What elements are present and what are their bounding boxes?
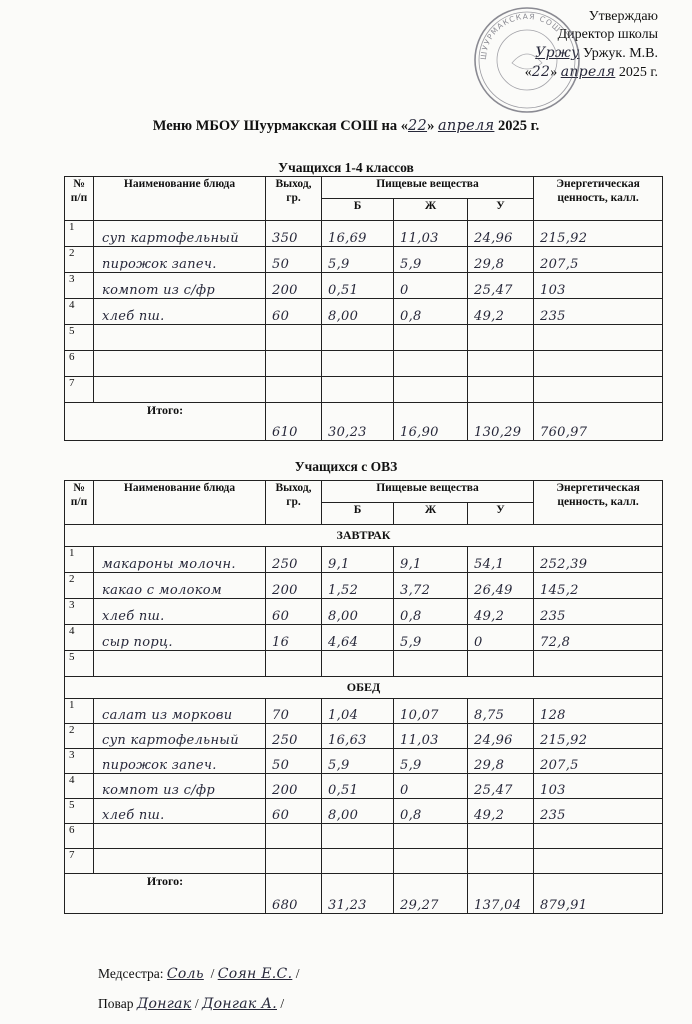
value-u: 26,49 xyxy=(474,583,513,598)
cell-zh xyxy=(394,221,468,247)
cell-energy xyxy=(534,699,663,724)
header-energy: Энергетическая ценность, калл. xyxy=(534,177,663,221)
row-number: 3 xyxy=(65,273,94,299)
value-b: 0,51 xyxy=(328,783,359,798)
cell-energy xyxy=(534,573,663,599)
table1-caption: Учащихся 1-4 классов xyxy=(278,160,414,175)
header-zh: Ж xyxy=(394,199,468,221)
value-zh: 11,03 xyxy=(400,733,439,748)
table-row xyxy=(65,799,663,824)
table-row xyxy=(65,351,663,377)
page-title xyxy=(0,118,692,135)
cell-yield xyxy=(266,824,322,849)
cell-name xyxy=(94,325,266,351)
value-zh: 9,1 xyxy=(400,557,422,572)
cell-energy xyxy=(534,273,663,299)
director-label: Директор школы xyxy=(557,27,658,42)
cell-yield xyxy=(266,221,322,247)
table-row xyxy=(65,699,663,724)
cell-yield xyxy=(266,749,322,774)
value-yield: 60 xyxy=(272,609,290,624)
total-energy: 879,91 xyxy=(540,898,588,913)
value-yield: 200 xyxy=(272,283,298,298)
header-name: Наименование блюда xyxy=(94,481,266,525)
cell-name xyxy=(94,651,266,677)
cell-b xyxy=(322,599,394,625)
table-row xyxy=(65,599,663,625)
menu-table-grades-1-4 xyxy=(64,176,663,441)
cell-energy xyxy=(534,651,663,677)
value-b: 8,00 xyxy=(328,309,359,324)
cell-u xyxy=(468,699,534,724)
dish-name: хлеб пш. xyxy=(102,808,165,823)
cell-b xyxy=(322,849,394,874)
approval-label: Утверждаю xyxy=(588,9,658,24)
value-energy: 215,92 xyxy=(540,231,588,246)
cell-zh xyxy=(394,599,468,625)
cell-name xyxy=(94,749,266,774)
cell-b xyxy=(322,774,394,799)
header-num: № п/п xyxy=(65,481,94,525)
cell-zh xyxy=(394,299,468,325)
table-row xyxy=(65,299,663,325)
value-energy: 235 xyxy=(540,309,566,324)
dish-name: пирожок запеч. xyxy=(102,257,217,272)
header-yield: Выход, гр. xyxy=(266,481,322,525)
cell-u xyxy=(468,221,534,247)
cell-b xyxy=(322,247,394,273)
row-number: 3 xyxy=(65,749,94,774)
row-number: 1 xyxy=(65,221,94,247)
row-number: 7 xyxy=(65,377,94,403)
cell-yield xyxy=(266,651,322,677)
cell-b xyxy=(322,299,394,325)
value-zh: 5,9 xyxy=(400,635,422,650)
value-energy: 235 xyxy=(540,808,566,823)
value-u: 29,8 xyxy=(474,257,505,272)
director-signature: Уржу xyxy=(535,45,580,61)
total-label: Итого: xyxy=(65,874,266,914)
total-b: 31,23 xyxy=(328,898,367,913)
cell-u xyxy=(468,325,534,351)
table-row xyxy=(65,824,663,849)
cell-energy xyxy=(534,221,663,247)
value-energy: 72,8 xyxy=(540,635,571,650)
cell-yield xyxy=(266,247,322,273)
cell-zh xyxy=(394,547,468,573)
value-zh: 0 xyxy=(400,783,409,798)
cell-energy xyxy=(534,824,663,849)
cell-b xyxy=(322,377,394,403)
section-breakfast: ЗАВТРАК xyxy=(65,525,663,547)
row-number: 2 xyxy=(65,573,94,599)
value-yield: 350 xyxy=(272,231,298,246)
table-row xyxy=(65,221,663,247)
cell-energy xyxy=(534,247,663,273)
cell-yield xyxy=(266,377,322,403)
table-row xyxy=(65,247,663,273)
value-energy: 145,2 xyxy=(540,583,579,598)
table-row xyxy=(65,724,663,749)
header-b: Б xyxy=(322,503,394,525)
value-yield: 60 xyxy=(272,309,290,324)
cell-energy xyxy=(534,749,663,774)
header-b: Б xyxy=(322,199,394,221)
cell-energy xyxy=(534,351,663,377)
header-zh: Ж xyxy=(394,503,468,525)
value-b: 5,9 xyxy=(328,758,350,773)
value-b: 9,1 xyxy=(328,557,350,572)
cell-u xyxy=(468,651,534,677)
cell-energy xyxy=(534,849,663,874)
value-u: 25,47 xyxy=(474,783,513,798)
cell-name xyxy=(94,573,266,599)
cell-name xyxy=(94,247,266,273)
cell-b xyxy=(322,799,394,824)
value-energy: 252,39 xyxy=(540,557,588,572)
cell-yield xyxy=(266,599,322,625)
header-nutrients: Пищевые вещества xyxy=(322,177,534,199)
dish-name: салат из моркови xyxy=(102,708,233,723)
value-b: 1,52 xyxy=(328,583,359,598)
row-number: 5 xyxy=(65,651,94,677)
cell-u xyxy=(468,799,534,824)
svg-text:ШУУРМАКСКАЯ СОШ xyxy=(479,12,563,60)
dish-name: хлеб пш. xyxy=(102,309,165,324)
cell-energy xyxy=(534,599,663,625)
title-day: 22 xyxy=(408,118,428,134)
header-energy: Энергетическая ценность, калл. xyxy=(534,481,663,525)
school-seal-stamp xyxy=(472,5,582,115)
value-b: 1,04 xyxy=(328,708,359,723)
title-prefix: Меню МБОУ Шуурмакская СОШ на « xyxy=(152,118,408,134)
cell-zh xyxy=(394,799,468,824)
cell-name xyxy=(94,625,266,651)
cell-b xyxy=(322,351,394,377)
cell-energy xyxy=(534,724,663,749)
cell-name xyxy=(94,824,266,849)
dish-name: компот из с/фр xyxy=(102,783,215,798)
value-zh: 0,8 xyxy=(400,609,422,624)
total-u: 137,04 xyxy=(474,898,522,913)
dish-name: пирожок запеч. xyxy=(102,758,217,773)
cell-name xyxy=(94,547,266,573)
value-yield: 70 xyxy=(272,708,290,723)
value-b: 4,64 xyxy=(328,635,359,650)
cell-u xyxy=(468,573,534,599)
dish-name: сыр порц. xyxy=(102,635,173,650)
cell-yield xyxy=(266,699,322,724)
row-number: 4 xyxy=(65,299,94,325)
total-energy: 760,97 xyxy=(540,425,588,440)
row-number: 4 xyxy=(65,774,94,799)
dish-name: макароны молочн. xyxy=(102,557,236,572)
cell-zh xyxy=(394,625,468,651)
approval-year: 2025 г. xyxy=(618,65,658,80)
table-row xyxy=(65,774,663,799)
cook-name: Донгак А. xyxy=(201,996,277,1012)
cell-yield xyxy=(266,351,322,377)
cell-u xyxy=(468,749,534,774)
cell-b xyxy=(322,325,394,351)
cook-signature: Донгак xyxy=(136,996,192,1012)
cell-name xyxy=(94,299,266,325)
table-row xyxy=(65,325,663,351)
table-row xyxy=(65,749,663,774)
cell-name xyxy=(94,699,266,724)
cell-name xyxy=(94,273,266,299)
cell-yield xyxy=(266,625,322,651)
cell-zh xyxy=(394,351,468,377)
cell-energy xyxy=(534,547,663,573)
row-number: 6 xyxy=(65,824,94,849)
nurse-label: Медсестра: xyxy=(98,966,164,981)
cell-zh xyxy=(394,699,468,724)
value-zh: 10,07 xyxy=(400,708,439,723)
cell-zh xyxy=(394,774,468,799)
cell-zh xyxy=(394,749,468,774)
cell-zh xyxy=(394,325,468,351)
cell-u xyxy=(468,724,534,749)
value-energy: 235 xyxy=(540,609,566,624)
header-nutrients: Пищевые вещества xyxy=(322,481,534,503)
nurse-name: Соян Е.С. xyxy=(217,966,293,982)
approval-month: апреля xyxy=(560,64,616,80)
cell-zh xyxy=(394,273,468,299)
dish-name: компот из с/фр xyxy=(102,283,215,298)
cell-b xyxy=(322,625,394,651)
cell-energy xyxy=(534,625,663,651)
cell-yield xyxy=(266,799,322,824)
value-energy: 128 xyxy=(540,708,566,723)
row-number: 5 xyxy=(65,799,94,824)
table-row xyxy=(65,651,663,677)
cell-name xyxy=(94,774,266,799)
value-b: 0,51 xyxy=(328,283,359,298)
value-b: 8,00 xyxy=(328,609,359,624)
cell-u xyxy=(468,377,534,403)
cell-energy xyxy=(534,299,663,325)
value-energy: 207,5 xyxy=(540,758,579,773)
row-number: 2 xyxy=(65,724,94,749)
dish-name: какао с молоком xyxy=(102,583,222,598)
cell-b xyxy=(322,573,394,599)
cell-u xyxy=(468,547,534,573)
value-yield: 250 xyxy=(272,557,298,572)
dish-name: суп картофельный xyxy=(102,231,239,246)
cell-yield xyxy=(266,299,322,325)
cell-u xyxy=(468,599,534,625)
cell-yield xyxy=(266,547,322,573)
row-number: 1 xyxy=(65,699,94,724)
cell-name xyxy=(94,221,266,247)
total-label: Итого: xyxy=(65,403,266,441)
value-b: 5,9 xyxy=(328,257,350,272)
dish-name: суп картофельный xyxy=(102,733,239,748)
table-row xyxy=(65,573,663,599)
value-u: 0 xyxy=(474,635,483,650)
cell-u xyxy=(468,625,534,651)
total-zh: 29,27 xyxy=(400,898,439,913)
value-yield: 60 xyxy=(272,808,290,823)
cell-b xyxy=(322,547,394,573)
cell-zh xyxy=(394,651,468,677)
section-lunch: ОБЕД xyxy=(65,677,663,699)
cell-u xyxy=(468,247,534,273)
value-b: 16,63 xyxy=(328,733,367,748)
cell-energy xyxy=(534,774,663,799)
table2-total-row xyxy=(65,874,663,914)
value-zh: 0,8 xyxy=(400,309,422,324)
value-zh: 0,8 xyxy=(400,808,422,823)
value-yield: 50 xyxy=(272,758,290,773)
row-number: 4 xyxy=(65,625,94,651)
cell-yield xyxy=(266,849,322,874)
row-number: 7 xyxy=(65,849,94,874)
cell-b xyxy=(322,724,394,749)
cell-u xyxy=(468,273,534,299)
table-row xyxy=(65,547,663,573)
cell-name xyxy=(94,351,266,377)
value-u: 25,47 xyxy=(474,283,513,298)
table-row xyxy=(65,273,663,299)
row-number: 3 xyxy=(65,599,94,625)
table-row xyxy=(65,377,663,403)
value-energy: 215,92 xyxy=(540,733,588,748)
cell-yield xyxy=(266,573,322,599)
value-energy: 103 xyxy=(540,783,566,798)
cell-zh xyxy=(394,573,468,599)
row-number: 1 xyxy=(65,547,94,573)
value-energy: 103 xyxy=(540,283,566,298)
table2-caption: Учащихся с ОВЗ xyxy=(294,459,398,474)
cell-b xyxy=(322,699,394,724)
header-name: Наименование блюда xyxy=(94,177,266,221)
value-yield: 250 xyxy=(272,733,298,748)
value-yield: 200 xyxy=(272,783,298,798)
cell-name xyxy=(94,377,266,403)
cell-u xyxy=(468,849,534,874)
value-u: 29,8 xyxy=(474,758,505,773)
total-yield: 680 xyxy=(272,898,298,913)
cell-b xyxy=(322,273,394,299)
row-number: 5 xyxy=(65,325,94,351)
value-u: 24,96 xyxy=(474,733,513,748)
value-u: 8,75 xyxy=(474,708,505,723)
table1-total-row xyxy=(65,403,663,441)
total-b: 30,23 xyxy=(328,425,367,440)
cell-u xyxy=(468,774,534,799)
header-num: № п/п xyxy=(65,177,94,221)
approval-date-open: « xyxy=(524,65,532,80)
approval-day: 22 xyxy=(531,64,551,80)
cell-yield xyxy=(266,724,322,749)
value-zh: 5,9 xyxy=(400,758,422,773)
cell-name xyxy=(94,599,266,625)
value-yield: 50 xyxy=(272,257,290,272)
row-number: 2 xyxy=(65,247,94,273)
value-yield: 16 xyxy=(272,635,290,650)
cell-zh xyxy=(394,849,468,874)
table-row xyxy=(65,625,663,651)
header-yield: Выход, гр. xyxy=(266,177,322,221)
cell-b xyxy=(322,824,394,849)
cell-energy xyxy=(534,377,663,403)
nurse-signature-line: Медсестра: Соль / Соян Е.С. / xyxy=(98,966,300,982)
cell-zh xyxy=(394,824,468,849)
approval-date-close: » xyxy=(550,65,558,80)
cell-u xyxy=(468,351,534,377)
cell-yield xyxy=(266,325,322,351)
cell-b xyxy=(322,651,394,677)
cell-name xyxy=(94,799,266,824)
value-zh: 5,9 xyxy=(400,257,422,272)
cell-b xyxy=(322,749,394,774)
value-u: 24,96 xyxy=(474,231,513,246)
cell-u xyxy=(468,824,534,849)
total-zh: 16,90 xyxy=(400,425,439,440)
director-name: Уржук. М.В. xyxy=(583,46,658,61)
cell-b xyxy=(322,221,394,247)
title-month: апреля xyxy=(437,118,495,134)
value-zh: 3,72 xyxy=(400,583,431,598)
cell-name xyxy=(94,849,266,874)
value-zh: 0 xyxy=(400,283,409,298)
cell-zh xyxy=(394,377,468,403)
value-u: 49,2 xyxy=(474,309,505,324)
dish-name: хлеб пш. xyxy=(102,609,165,624)
cell-energy xyxy=(534,325,663,351)
table-row xyxy=(65,849,663,874)
menu-table-ovz xyxy=(64,480,663,914)
title-mid: » xyxy=(427,118,435,134)
cell-name xyxy=(94,724,266,749)
total-u: 130,29 xyxy=(474,425,522,440)
value-u: 49,2 xyxy=(474,808,505,823)
title-year: 2025 г. xyxy=(498,118,540,134)
value-b: 16,69 xyxy=(328,231,367,246)
header-u: У xyxy=(468,503,534,525)
cell-yield xyxy=(266,273,322,299)
nurse-signature: Соль xyxy=(166,966,204,982)
cell-zh xyxy=(394,724,468,749)
total-yield: 610 xyxy=(272,425,298,440)
row-number: 6 xyxy=(65,351,94,377)
cell-u xyxy=(468,299,534,325)
cook-label: Повар xyxy=(98,996,134,1011)
value-b: 8,00 xyxy=(328,808,359,823)
header-u: У xyxy=(468,199,534,221)
cell-energy xyxy=(534,799,663,824)
value-energy: 207,5 xyxy=(540,257,579,272)
cook-signature-line: Повар Донгак / Донгак А. / xyxy=(98,996,285,1012)
value-u: 49,2 xyxy=(474,609,505,624)
cell-zh xyxy=(394,247,468,273)
value-yield: 200 xyxy=(272,583,298,598)
value-zh: 11,03 xyxy=(400,231,439,246)
cell-yield xyxy=(266,774,322,799)
seal-text: ШУУРМАКСКАЯ СОШ xyxy=(478,11,563,61)
value-u: 54,1 xyxy=(474,557,505,572)
